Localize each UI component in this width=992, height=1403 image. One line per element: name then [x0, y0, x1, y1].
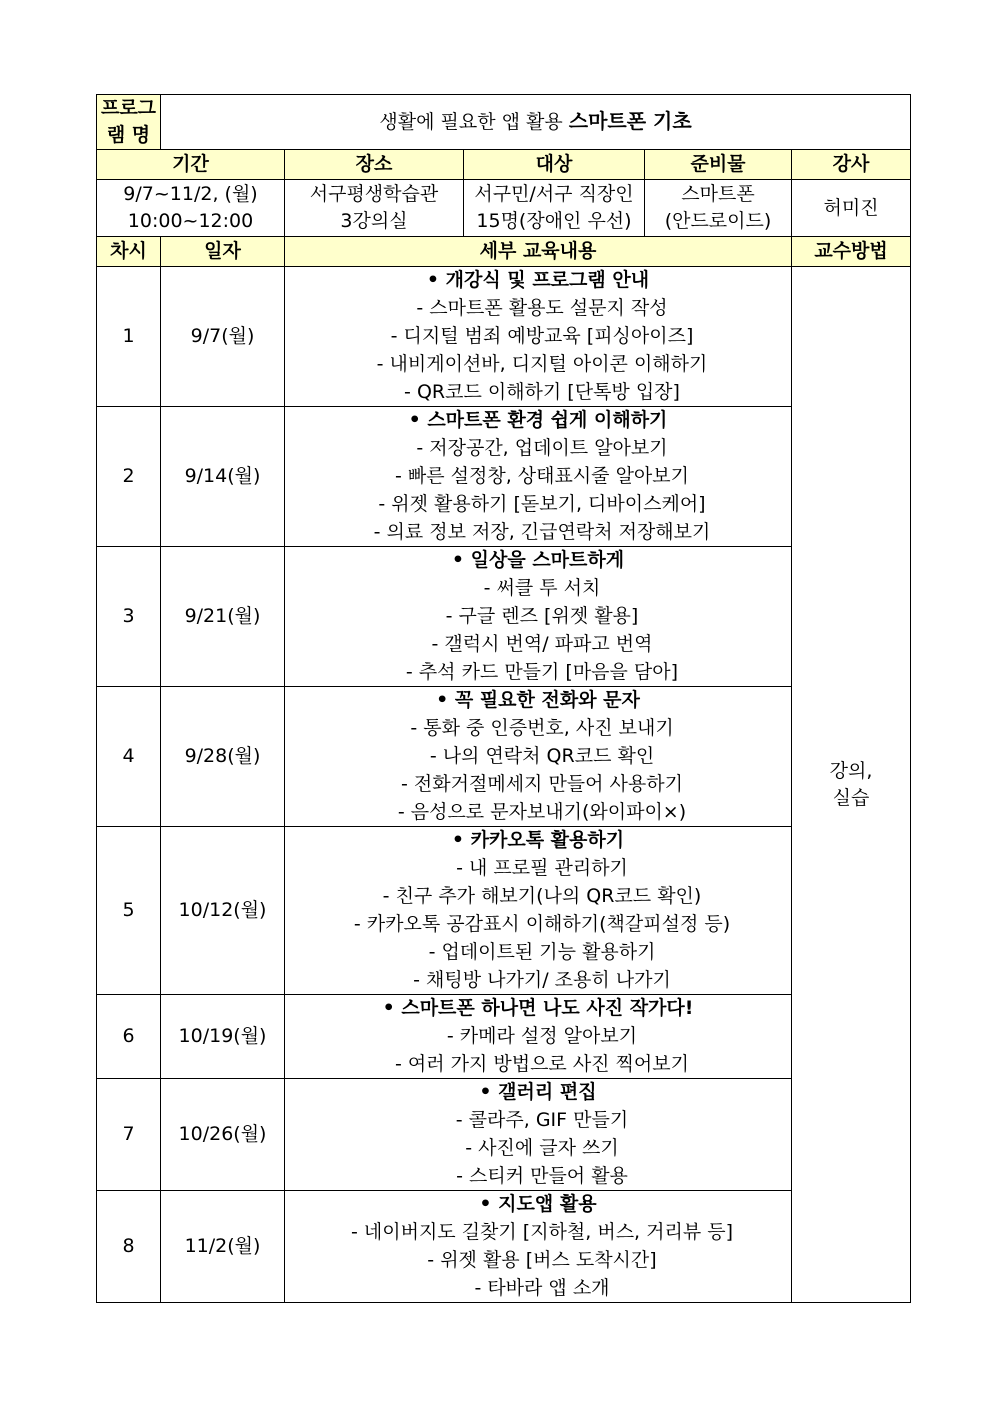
- session-row: [97, 1079, 911, 1191]
- materials-device: 스마트폰: [681, 183, 755, 205]
- session-item: - 통화 중 인증번호, 사진 보내기: [410, 717, 674, 739]
- program-title-prefix: 생활에 필요한 앱 활용: [379, 111, 563, 133]
- session-row: [97, 1191, 911, 1303]
- session-item: - 구글 렌즈 [위젯 활용]: [445, 605, 639, 627]
- session-item: - 내비게이션바, 디지털 아이콘 이해하기: [376, 353, 708, 375]
- session-date: 9/28(월): [161, 687, 285, 827]
- session-content: [285, 267, 792, 407]
- session-topic: • 일상을 스마트하게: [451, 549, 625, 571]
- session-content: [285, 1191, 792, 1303]
- session-item: - 여러 가지 방법으로 사진 찍어보기: [394, 1053, 689, 1075]
- session-item: - 위젯 활용 [버스 도착시간]: [427, 1249, 657, 1271]
- period-dates: 9/7~11/2, (월): [123, 183, 258, 205]
- session-item: - 스마트폰 활용도 설문지 작성: [416, 297, 668, 319]
- method-lecture: 강의,: [829, 759, 873, 782]
- session-item: - 스티커 만들어 활용: [456, 1165, 628, 1187]
- session-item: - 업데이트된 기능 활용하기: [428, 941, 656, 963]
- place-header: 장소: [285, 150, 464, 180]
- session-row: [97, 547, 911, 687]
- session-topic: • 지도앱 활용: [479, 1193, 597, 1215]
- session-date: 9/14(월): [161, 407, 285, 547]
- session-topic: • 스마트폰 하나면 나도 사진 작가다!: [382, 997, 694, 1019]
- session-topic: • 갤러리 편집: [479, 1081, 597, 1103]
- target-value: [464, 180, 645, 237]
- materials-header: 준비물: [645, 150, 792, 180]
- session-date: 10/12(월): [161, 827, 285, 995]
- session-number: 2: [97, 407, 161, 547]
- session-item: - 친구 추가 해보기(나의 QR코드 확인): [382, 885, 702, 907]
- target-capacity: 15명(장애인 우선): [476, 210, 632, 232]
- content-header: 세부 교육내용: [285, 237, 792, 267]
- program-title: [161, 95, 911, 150]
- session-date: 9/21(월): [161, 547, 285, 687]
- place-building: 서구평생학습관: [309, 183, 439, 205]
- session-content: [285, 547, 792, 687]
- session-item: - 사진에 글자 쓰기: [465, 1137, 619, 1159]
- teaching-method: [792, 267, 911, 1303]
- session-item: - 카메라 설정 알아보기: [446, 1025, 638, 1047]
- session-content: [285, 827, 792, 995]
- program-title-main: 스마트폰 기초: [568, 109, 692, 133]
- program-schedule-table: [96, 94, 911, 1303]
- session-item: - 전화거절메세지 만들어 사용하기: [401, 773, 683, 795]
- session-item: - 내 프로필 관리하기: [456, 857, 628, 879]
- period-time: 10:00~12:00: [127, 210, 254, 232]
- session-item: - 저장공간, 업데이트 알아보기: [416, 437, 668, 459]
- session-item: - 갤럭시 번역/ 파파고 번역: [431, 633, 653, 655]
- session-number: 3: [97, 547, 161, 687]
- place-room: 3강의실: [340, 210, 408, 232]
- place-value: [285, 180, 464, 237]
- instructor-value: 허미진: [792, 180, 911, 237]
- session-topic: • 개강식 및 프로그램 안내: [426, 269, 650, 291]
- session-item: - QR코드 이해하기 [단톡방 입장]: [404, 381, 680, 403]
- session-item: - 빠른 설정창, 상태표시줄 알아보기: [394, 465, 689, 487]
- instructor-header: 강사: [792, 150, 911, 180]
- session-item: - 네이버지도 길찾기 [지하철, 버스, 거리뷰 등]: [350, 1221, 734, 1243]
- session-item: - 음성으로 문자보내기(와이파이×): [397, 801, 687, 823]
- session-number: 6: [97, 995, 161, 1079]
- session-header: 차시: [97, 237, 161, 267]
- date-header: 일자: [161, 237, 285, 267]
- session-item: - 콜라주, GIF 만들기: [455, 1109, 629, 1131]
- session-item: - 타바라 앱 소개: [474, 1277, 610, 1299]
- session-number: 1: [97, 267, 161, 407]
- period-header: 기간: [97, 150, 285, 180]
- session-number: 4: [97, 687, 161, 827]
- session-item: - 의료 정보 저장, 긴급연락처 저장해보기: [373, 521, 711, 543]
- materials-os: (안드로이드): [664, 210, 772, 232]
- session-item: - 채팅방 나가기/ 조용히 나가기: [413, 969, 671, 991]
- session-date: 10/26(월): [161, 1079, 285, 1191]
- session-row: [97, 995, 911, 1079]
- session-number: 7: [97, 1079, 161, 1191]
- session-date: 11/2(월): [161, 1191, 285, 1303]
- session-content: [285, 1079, 792, 1191]
- session-item: - 나의 연락처 QR코드 확인: [429, 745, 655, 767]
- session-date: 10/19(월): [161, 995, 285, 1079]
- session-item: - 카카오톡 공감표시 이해하기(책갈피설정 등): [353, 913, 731, 935]
- session-content: [285, 407, 792, 547]
- period-value: [97, 180, 285, 237]
- session-number: 5: [97, 827, 161, 995]
- session-row: [97, 827, 911, 995]
- session-item: - 써클 투 서치: [483, 577, 601, 599]
- session-topic: • 꼭 필요한 전화와 문자: [436, 689, 640, 711]
- session-topic: • 스마트폰 환경 쉽게 이해하기: [408, 409, 668, 431]
- session-row: [97, 267, 911, 407]
- session-content: [285, 687, 792, 827]
- method-header: 교수방법: [792, 237, 911, 267]
- session-row: [97, 687, 911, 827]
- materials-value: [645, 180, 792, 237]
- session-number: 8: [97, 1191, 161, 1303]
- program-name-label: 프로그램 명: [97, 95, 161, 150]
- session-row: [97, 407, 911, 547]
- session-item: - 위젯 활용하기 [돋보기, 디바이스케어]: [378, 493, 706, 515]
- session-item: - 추석 카드 만들기 [마음을 담아]: [405, 661, 679, 683]
- target-audience: 서구민/서구 직장인: [474, 183, 634, 205]
- target-header: 대상: [464, 150, 645, 180]
- session-topic: • 카카오톡 활용하기: [451, 829, 625, 851]
- session-content: [285, 995, 792, 1079]
- method-practice: 실습: [832, 786, 870, 809]
- session-date: 9/7(월): [161, 267, 285, 407]
- session-item: - 디지털 범죄 예방교육 [피싱아이즈]: [390, 325, 694, 347]
